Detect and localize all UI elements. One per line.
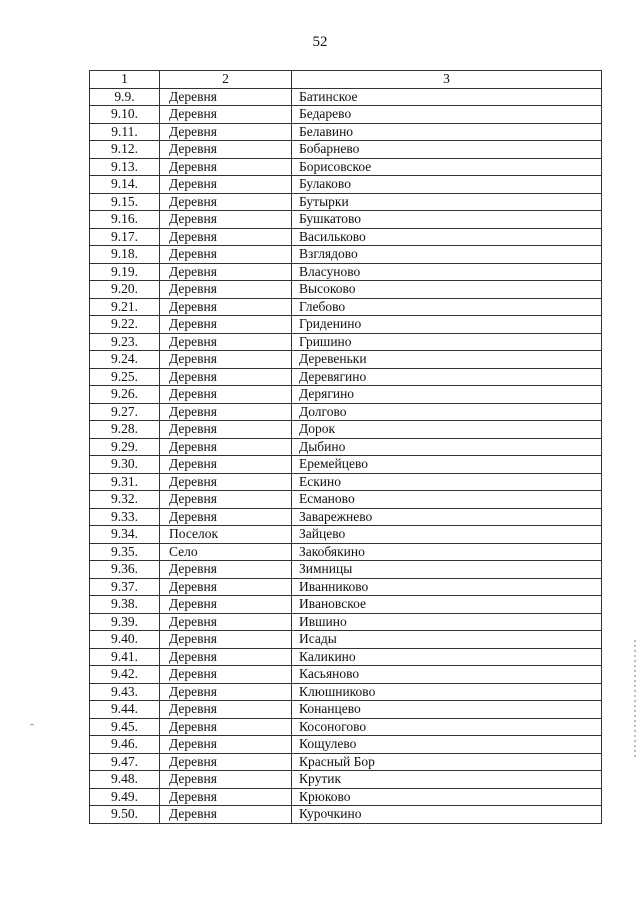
settlement-type-cell: Деревня — [160, 613, 292, 631]
row-number-cell: 9.13. — [90, 158, 160, 176]
settlement-type-cell: Деревня — [160, 683, 292, 701]
settlement-name-cell: Есманово — [292, 491, 602, 509]
table-row — [90, 578, 602, 596]
row-number-cell: 9.36. — [90, 561, 160, 579]
settlement-name-cell: Косоногово — [292, 718, 602, 736]
table-row — [90, 701, 602, 719]
row-number-cell: 9.25. — [90, 368, 160, 386]
settlement-type-cell: Деревня — [160, 123, 292, 141]
table-row — [90, 648, 602, 666]
column-header-1: 1 — [90, 71, 160, 89]
row-number-cell: 9.39. — [90, 613, 160, 631]
row-number-cell: 9.47. — [90, 753, 160, 771]
settlement-name-cell: Батинское — [292, 88, 602, 106]
settlement-type-cell: Деревня — [160, 561, 292, 579]
table-row — [90, 228, 602, 246]
row-number-cell: 9.28. — [90, 421, 160, 439]
settlement-type-cell: Деревня — [160, 193, 292, 211]
table-row — [90, 88, 602, 106]
settlement-name-cell: Деревягино — [292, 368, 602, 386]
settlement-name-cell: Зимницы — [292, 561, 602, 579]
scan-artifact — [30, 724, 34, 725]
settlement-type-cell: Деревня — [160, 368, 292, 386]
settlement-type-cell: Деревня — [160, 753, 292, 771]
table-row — [90, 508, 602, 526]
settlement-name-cell: Каликино — [292, 648, 602, 666]
table-row — [90, 403, 602, 421]
table-row — [90, 736, 602, 754]
row-number-cell: 9.23. — [90, 333, 160, 351]
table-row — [90, 421, 602, 439]
table-row — [90, 491, 602, 509]
settlement-name-cell: Долгово — [292, 403, 602, 421]
settlement-name-cell: Высоково — [292, 281, 602, 299]
table-row — [90, 771, 602, 789]
settlement-type-cell: Деревня — [160, 718, 292, 736]
row-number-cell: 9.46. — [90, 736, 160, 754]
row-number-cell: 9.38. — [90, 596, 160, 614]
settlement-type-cell: Деревня — [160, 403, 292, 421]
settlement-type-cell: Деревня — [160, 421, 292, 439]
row-number-cell: 9.41. — [90, 648, 160, 666]
settlement-type-cell: Деревня — [160, 176, 292, 194]
settlement-name-cell: Деревеньки — [292, 351, 602, 369]
table-row — [90, 211, 602, 229]
row-number-cell: 9.43. — [90, 683, 160, 701]
row-number-cell: 9.37. — [90, 578, 160, 596]
table-row — [90, 123, 602, 141]
row-number-cell: 9.40. — [90, 631, 160, 649]
settlement-name-cell: Васильково — [292, 228, 602, 246]
row-number-cell: 9.49. — [90, 788, 160, 806]
settlement-name-cell: Крутик — [292, 771, 602, 789]
settlement-type-cell: Деревня — [160, 263, 292, 281]
settlement-name-cell: Гришино — [292, 333, 602, 351]
table-row — [90, 281, 602, 299]
table-row — [90, 176, 602, 194]
settlement-name-cell: Дыбино — [292, 438, 602, 456]
page-number: 52 — [312, 34, 328, 50]
settlement-name-cell: Иванниково — [292, 578, 602, 596]
settlement-type-cell: Деревня — [160, 596, 292, 614]
table-row — [90, 561, 602, 579]
row-number-cell: 9.33. — [90, 508, 160, 526]
settlement-name-cell: Ившино — [292, 613, 602, 631]
table-row — [90, 526, 602, 544]
row-number-cell: 9.27. — [90, 403, 160, 421]
row-number-cell: 9.22. — [90, 316, 160, 334]
settlement-name-cell: Курочкино — [292, 806, 602, 824]
row-number-cell: 9.9. — [90, 88, 160, 106]
row-number-cell: 9.32. — [90, 491, 160, 509]
row-number-cell: 9.18. — [90, 246, 160, 264]
row-number-cell: 9.17. — [90, 228, 160, 246]
table-row — [90, 718, 602, 736]
settlement-type-cell: Деревня — [160, 491, 292, 509]
row-number-cell: 9.10. — [90, 106, 160, 124]
table-row — [90, 246, 602, 264]
settlement-name-cell: Булаково — [292, 176, 602, 194]
settlement-type-cell: Деревня — [160, 473, 292, 491]
settlement-type-cell: Деревня — [160, 141, 292, 159]
settlement-type-cell: Деревня — [160, 806, 292, 824]
table-row — [90, 106, 602, 124]
row-number-cell: 9.16. — [90, 211, 160, 229]
table-row — [90, 386, 602, 404]
settlement-type-cell: Деревня — [160, 456, 292, 474]
settlement-type-cell: Деревня — [160, 316, 292, 334]
settlement-type-cell: Деревня — [160, 666, 292, 684]
table-row — [90, 631, 602, 649]
settlement-type-cell: Деревня — [160, 158, 292, 176]
settlement-name-cell: Еремейцево — [292, 456, 602, 474]
row-number-cell: 9.19. — [90, 263, 160, 281]
settlement-name-cell: Бедарево — [292, 106, 602, 124]
settlement-name-cell: Бушкатово — [292, 211, 602, 229]
settlement-name-cell: Заварежнево — [292, 508, 602, 526]
table-row — [90, 141, 602, 159]
header-row — [90, 71, 602, 89]
row-number-cell: 9.48. — [90, 771, 160, 789]
row-number-cell: 9.14. — [90, 176, 160, 194]
settlement-type-cell: Деревня — [160, 246, 292, 264]
table-row — [90, 333, 602, 351]
row-number-cell: 9.29. — [90, 438, 160, 456]
settlement-type-cell: Деревня — [160, 228, 292, 246]
settlement-name-cell: Клюшниково — [292, 683, 602, 701]
table-row — [90, 473, 602, 491]
table-row — [90, 298, 602, 316]
table-row — [90, 456, 602, 474]
table-row — [90, 666, 602, 684]
table-row — [90, 613, 602, 631]
settlement-name-cell: Власуново — [292, 263, 602, 281]
settlement-type-cell: Деревня — [160, 438, 292, 456]
row-number-cell: 9.50. — [90, 806, 160, 824]
settlement-type-cell: Деревня — [160, 106, 292, 124]
settlement-type-cell: Поселок — [160, 526, 292, 544]
settlement-type-cell: Деревня — [160, 211, 292, 229]
settlement-name-cell: Зайцево — [292, 526, 602, 544]
row-number-cell: 9.21. — [90, 298, 160, 316]
table-row — [90, 683, 602, 701]
row-number-cell: 9.31. — [90, 473, 160, 491]
settlement-type-cell: Деревня — [160, 386, 292, 404]
column-header-2: 2 — [160, 71, 292, 89]
table-body — [90, 88, 602, 823]
row-number-cell: 9.44. — [90, 701, 160, 719]
settlement-name-cell: Взглядово — [292, 246, 602, 264]
column-header-3: 3 — [292, 71, 602, 89]
settlement-type-cell: Деревня — [160, 631, 292, 649]
table-row — [90, 193, 602, 211]
settlement-type-cell: Деревня — [160, 298, 292, 316]
table-row — [90, 788, 602, 806]
table-header — [90, 71, 602, 89]
settlements-table — [89, 70, 602, 824]
settlement-name-cell: Борисовское — [292, 158, 602, 176]
row-number-cell: 9.20. — [90, 281, 160, 299]
row-number-cell: 9.30. — [90, 456, 160, 474]
settlement-type-cell: Деревня — [160, 701, 292, 719]
settlement-name-cell: Бобарнево — [292, 141, 602, 159]
settlement-type-cell: Село — [160, 543, 292, 561]
row-number-cell: 9.11. — [90, 123, 160, 141]
row-number-cell: 9.26. — [90, 386, 160, 404]
settlement-name-cell: Крюково — [292, 788, 602, 806]
settlement-name-cell: Закобякино — [292, 543, 602, 561]
table-row — [90, 263, 602, 281]
table-row — [90, 351, 602, 369]
settlement-type-cell: Деревня — [160, 788, 292, 806]
settlement-name-cell: Бутырки — [292, 193, 602, 211]
row-number-cell: 9.45. — [90, 718, 160, 736]
scan-edge-artifact — [634, 640, 636, 760]
table-row — [90, 438, 602, 456]
settlement-name-cell: Кощулево — [292, 736, 602, 754]
settlement-name-cell: Гриденино — [292, 316, 602, 334]
settlement-name-cell: Ивановское — [292, 596, 602, 614]
row-number-cell: 9.35. — [90, 543, 160, 561]
table-row — [90, 158, 602, 176]
settlement-name-cell: Касьяново — [292, 666, 602, 684]
table-row — [90, 316, 602, 334]
settlement-name-cell: Дерягино — [292, 386, 602, 404]
settlement-name-cell: Ескино — [292, 473, 602, 491]
settlement-name-cell: Дорок — [292, 421, 602, 439]
settlement-name-cell: Исады — [292, 631, 602, 649]
settlement-type-cell: Деревня — [160, 351, 292, 369]
settlement-type-cell: Деревня — [160, 508, 292, 526]
table-row — [90, 543, 602, 561]
row-number-cell: 9.42. — [90, 666, 160, 684]
settlement-name-cell: Белавино — [292, 123, 602, 141]
table-row — [90, 753, 602, 771]
settlement-type-cell: Деревня — [160, 736, 292, 754]
table-row — [90, 596, 602, 614]
settlement-type-cell: Деревня — [160, 333, 292, 351]
settlement-type-cell: Деревня — [160, 648, 292, 666]
table-row — [90, 806, 602, 824]
settlement-type-cell: Деревня — [160, 578, 292, 596]
settlement-name-cell: Глебово — [292, 298, 602, 316]
row-number-cell: 9.34. — [90, 526, 160, 544]
settlement-type-cell: Деревня — [160, 88, 292, 106]
row-number-cell: 9.12. — [90, 141, 160, 159]
table-row — [90, 368, 602, 386]
settlement-name-cell: Конанцево — [292, 701, 602, 719]
row-number-cell: 9.24. — [90, 351, 160, 369]
row-number-cell: 9.15. — [90, 193, 160, 211]
settlement-name-cell: Красный Бор — [292, 753, 602, 771]
settlement-type-cell: Деревня — [160, 771, 292, 789]
settlement-type-cell: Деревня — [160, 281, 292, 299]
